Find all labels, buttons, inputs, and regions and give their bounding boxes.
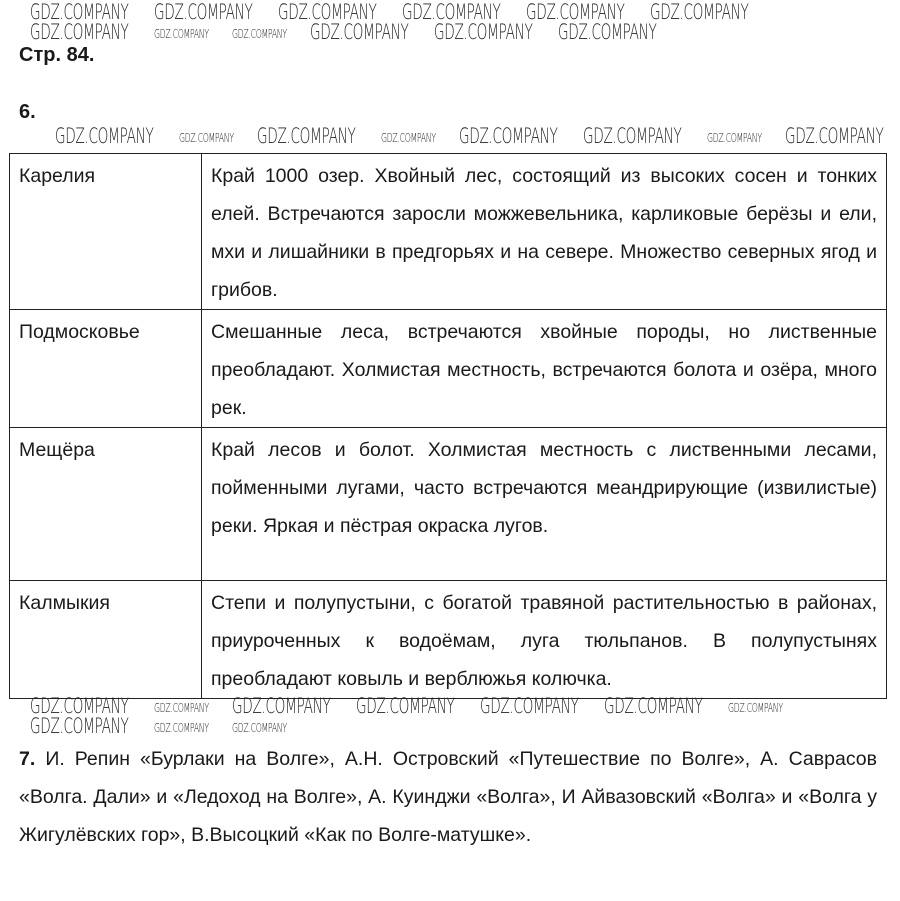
watermark: GDZ.COMPANY xyxy=(232,721,287,735)
watermark: GDZ.COMPANY xyxy=(402,0,501,24)
region-description: Край 1000 озер. Хвойный лес, состоящий из высоких сосен и тонких елей. Встречаются заросли можжевельника, карликовые берёзы и ели, мхи и лишайники в предгорьях и на севере. Множество северных ягод и грибов. xyxy=(202,154,887,310)
region-description: Степи и полупустыни, с богатой травяной растительностью в районах, приуроченных к водоёмам, луга тюльпанов. В полупустынях преобладают ковыль и верблюжья колючка. xyxy=(202,581,887,699)
watermark: GDZ.COMPANY xyxy=(30,20,129,44)
task-7-text: И. Репин «Бурлаки на Волге», А.Н. Островский «Путешествие по Волге», А. Саврасов «Волга. Дали» и «Ледоход на Волге», А. Куинджи «Волга», И Айвазовский «Волга» и «Волга у Жигулёвских гор», В.Высоцкий «Как по Волге-матушке». xyxy=(19,748,878,846)
regions-table xyxy=(9,153,887,699)
watermark-slot xyxy=(232,22,296,42)
watermark-slot xyxy=(650,2,760,22)
watermark-slot xyxy=(154,2,264,22)
watermark-slot xyxy=(154,696,218,716)
region-name: Калмыкия xyxy=(10,581,202,699)
region-name: Карелия xyxy=(10,154,202,310)
table-row xyxy=(10,581,887,699)
watermark-slot xyxy=(278,2,388,22)
watermark: GDZ.COMPANY xyxy=(154,701,209,715)
table-row xyxy=(10,428,887,581)
watermark-slot xyxy=(558,22,668,42)
watermark: GDZ.COMPANY xyxy=(232,27,287,41)
watermark-slot xyxy=(154,716,218,736)
watermark: GDZ.COMPANY xyxy=(154,27,209,41)
watermark: GDZ.COMPANY xyxy=(728,701,783,715)
watermark: GDZ.COMPANY xyxy=(459,124,558,148)
watermark: GDZ.COMPANY xyxy=(30,714,129,738)
watermark: GDZ.COMPANY xyxy=(179,131,234,145)
watermark: GDZ.COMPANY xyxy=(526,0,625,24)
watermark: GDZ.COMPANY xyxy=(558,20,657,44)
watermark: GDZ.COMPANY xyxy=(583,124,682,148)
watermark: GDZ.COMPANY xyxy=(257,124,356,148)
task-7-answer xyxy=(19,740,877,854)
watermark: GDZ.COMPANY xyxy=(154,0,253,24)
watermark: GDZ.COMPANY xyxy=(381,131,436,145)
watermark-slot xyxy=(381,126,445,146)
watermark-slot xyxy=(30,696,140,716)
watermark: GDZ.COMPANY xyxy=(310,20,409,44)
watermark: GDZ.COMPANY xyxy=(154,721,209,735)
watermark-slot xyxy=(785,126,895,146)
watermark: GDZ.COMPANY xyxy=(604,694,703,718)
watermark-slot xyxy=(232,696,342,716)
table-row xyxy=(10,154,887,310)
watermark: GDZ.COMPANY xyxy=(278,0,377,24)
watermark-slot xyxy=(179,126,243,146)
region-description: Край лесов и болот. Холмистая местность с лиственными лесами, пойменными лугами, часто встречаются меандрирующие (извилистые) реки. Яркая и пёстрая окраска лугов. xyxy=(202,428,887,581)
watermark: GDZ.COMPANY xyxy=(434,20,533,44)
watermark-slot xyxy=(232,716,296,736)
watermark: GDZ.COMPANY xyxy=(707,131,762,145)
watermark-slot xyxy=(257,126,367,146)
watermark: GDZ.COMPANY xyxy=(55,124,154,148)
watermark-slot xyxy=(402,2,512,22)
region-description: Смешанные леса, встречаются хвойные породы, но лиственные преобладают. Холмистая местность, встречаются болота и озёра, много рек. xyxy=(202,310,887,428)
watermark: GDZ.COMPANY xyxy=(356,694,455,718)
watermark-strip-middle xyxy=(55,126,895,146)
watermark-slot xyxy=(55,126,165,146)
watermark-slot xyxy=(707,126,771,146)
watermark: GDZ.COMPANY xyxy=(30,694,129,718)
watermark-slot xyxy=(30,716,140,736)
watermark: GDZ.COMPANY xyxy=(30,0,129,24)
watermark-slot xyxy=(154,22,218,42)
watermark-slot xyxy=(30,2,140,22)
watermark-slot xyxy=(30,22,140,42)
watermark-slot xyxy=(604,696,714,716)
watermark-slot xyxy=(583,126,693,146)
region-name: Мещёра xyxy=(10,428,202,581)
watermark-strip-bottom xyxy=(30,696,880,736)
watermark-slot xyxy=(526,2,636,22)
task-6-number: 6. xyxy=(19,101,36,123)
watermark-slot xyxy=(480,696,590,716)
watermark: GDZ.COMPANY xyxy=(785,124,884,148)
table-row xyxy=(10,310,887,428)
watermark-slot xyxy=(434,22,544,42)
page-heading: Стр. 84. xyxy=(19,44,95,66)
watermark-strip-top xyxy=(30,2,880,42)
watermark-slot xyxy=(310,22,420,42)
watermark: GDZ.COMPANY xyxy=(232,694,331,718)
watermark-slot xyxy=(459,126,569,146)
watermark-slot xyxy=(728,696,792,716)
watermark: GDZ.COMPANY xyxy=(650,0,749,24)
watermark-slot xyxy=(356,696,466,716)
region-name: Подмосковье xyxy=(10,310,202,428)
watermark: GDZ.COMPANY xyxy=(480,694,579,718)
task-7-number: 7. xyxy=(19,748,36,770)
